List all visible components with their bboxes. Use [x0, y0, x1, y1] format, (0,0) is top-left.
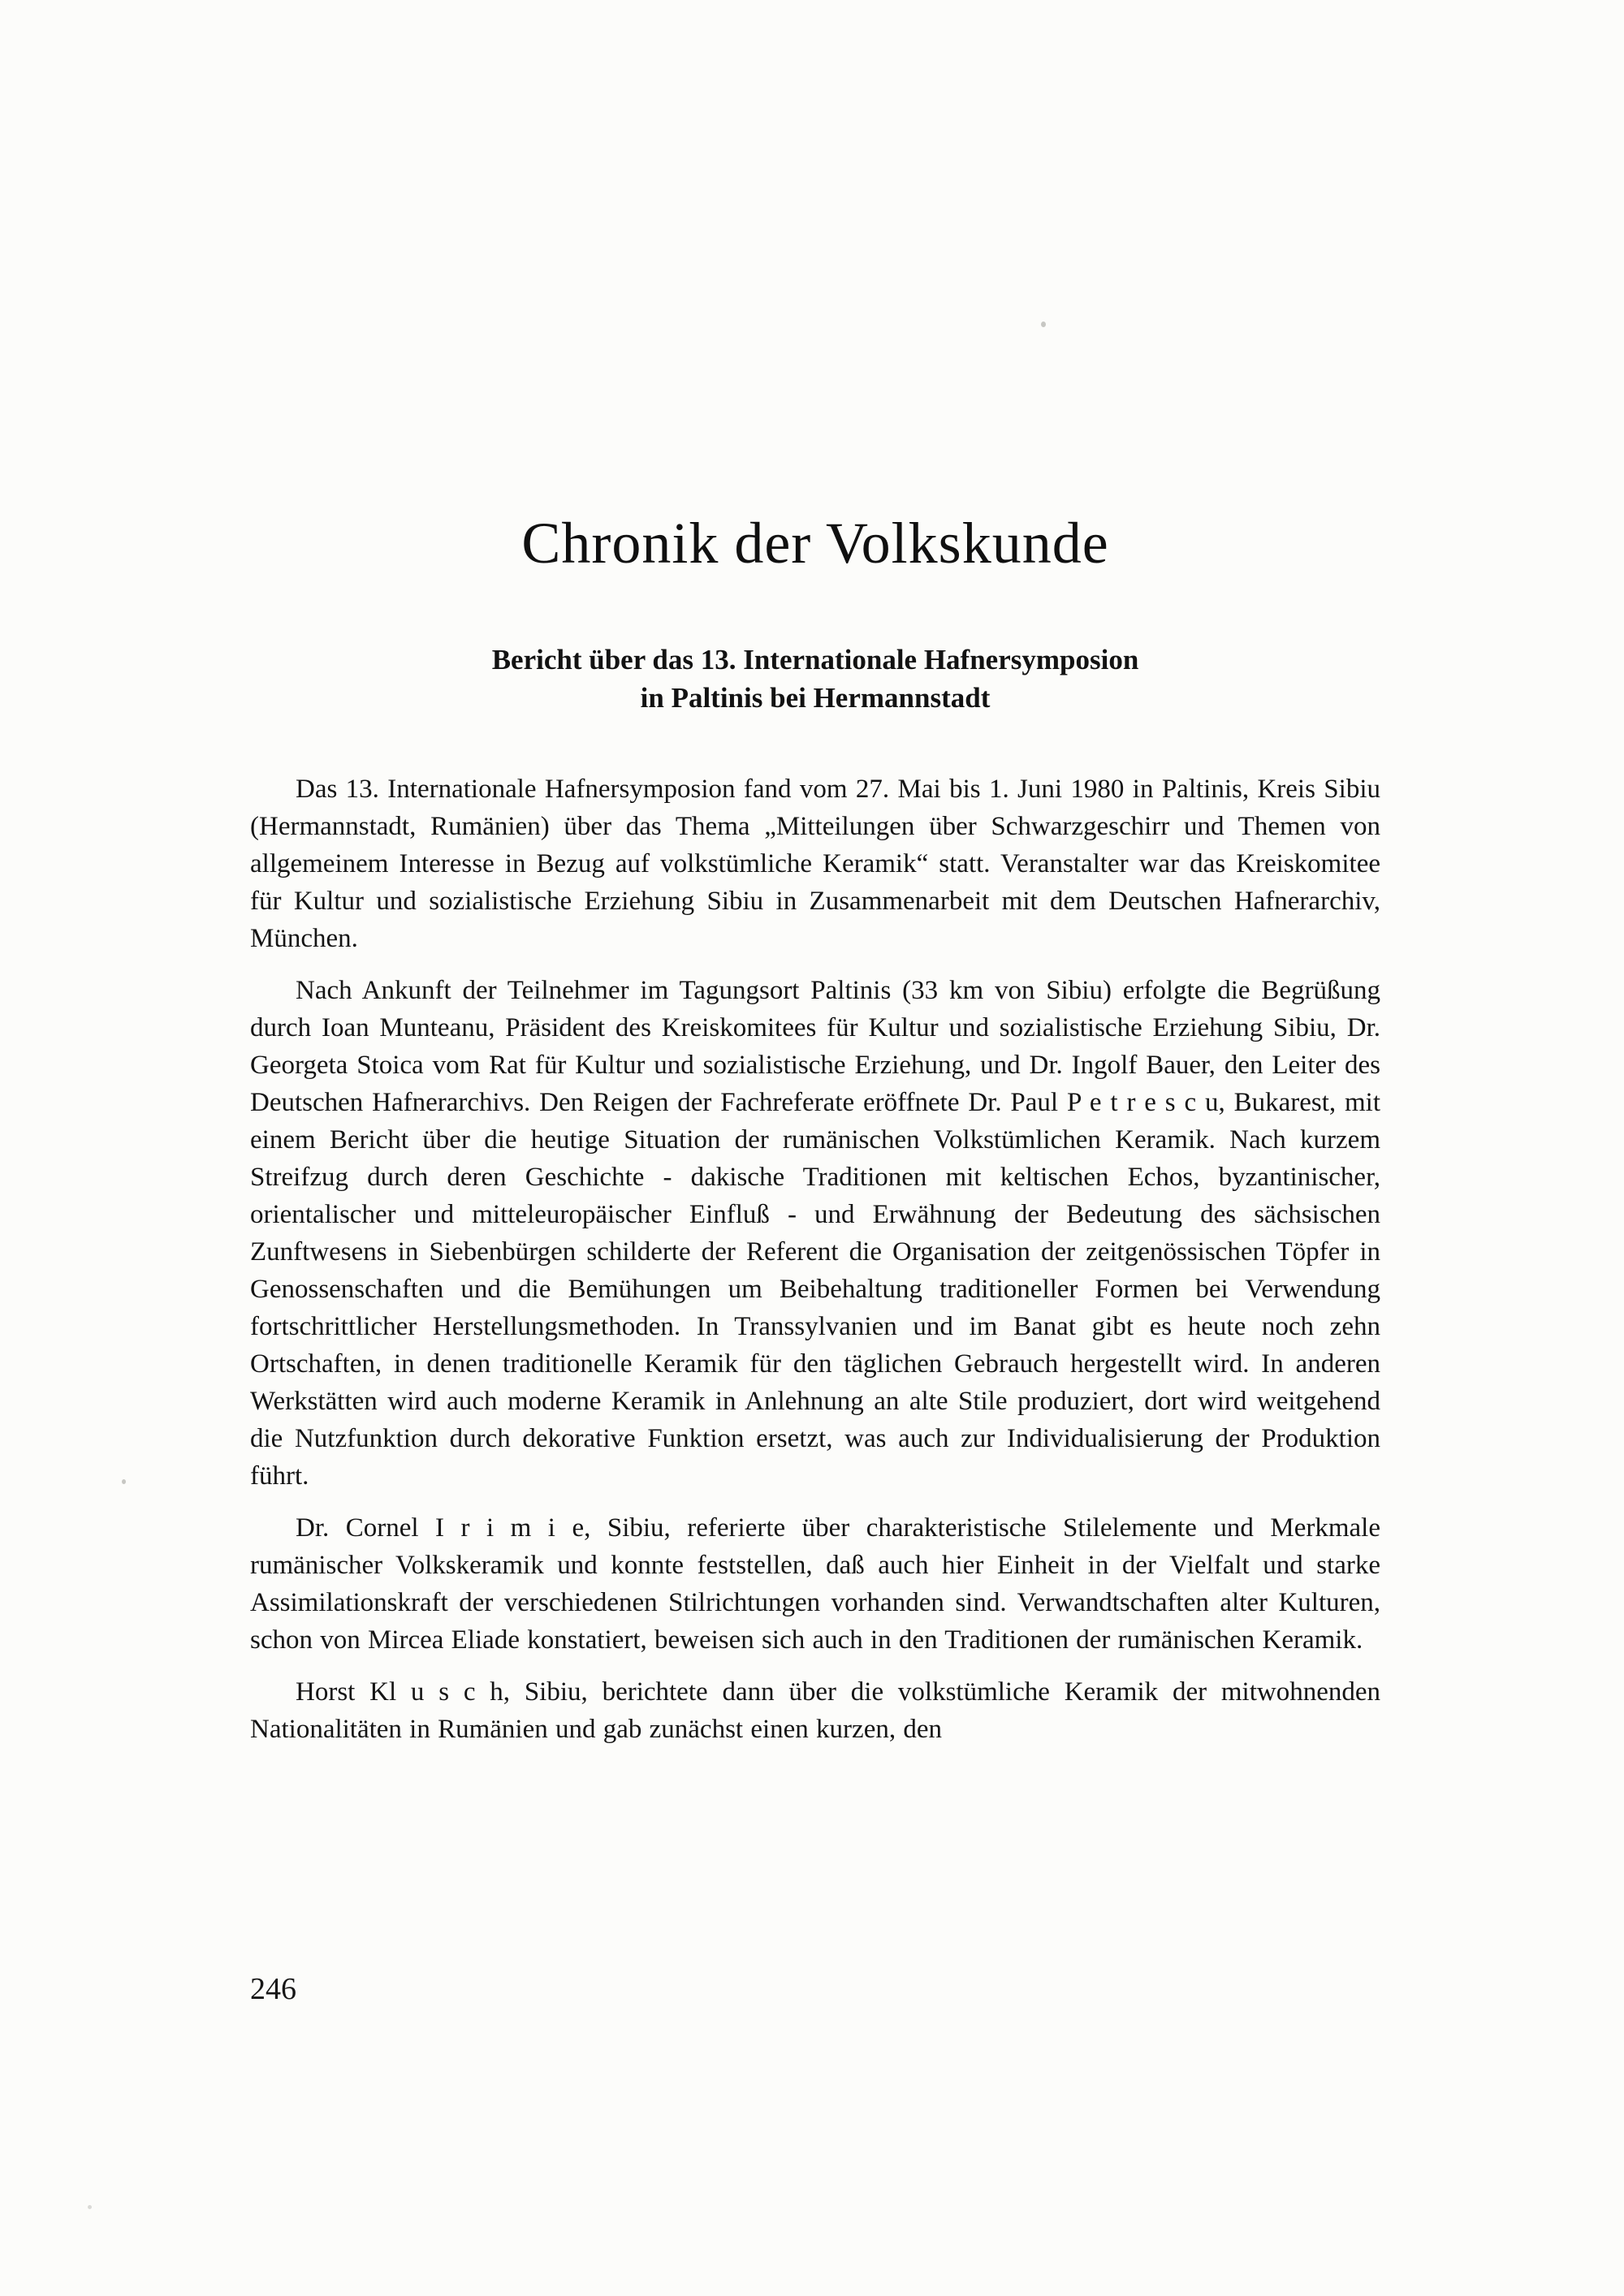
chapter-title: Chronik der Volkskunde — [521, 511, 1109, 576]
scan-artifact-speck — [88, 2205, 92, 2209]
body-paragraph-2: Nach Ankunft der Teilnehmer im Tagungsort Paltinis (33 km von Sibiu) erfolgte die Begrüßung durch Ioan Munteanu, Präsident des Kreiskomitees für Kultur und sozialistische Erziehung Sibiu, Dr. Georgeta Stoica vom Rat für Kultur und sozialistische Erziehung, und Dr. Ingolf Bauer, den Leiter des Deutschen Hafnerarchivs. Den Reigen der Fachreferate eröffnete Dr. Paul P e t r e s c u, Bukarest, mit einem Bericht über die heutige Situation der rumänischen Volkstümlichen Keramik. Nach kurzem Streifzug durch deren Geschichte - dakische Traditionen mit keltischen Echos, byzantinischer, orientalischer und mitteleuropäischer Einfluß - und Erwähnung der Bedeutung des sächsischen Zunftwesens in Siebenbürgen schilderte der Referent die Organisation der zeitgenössischen Töpfer in Genossenschaften und die Bemühungen um Beibehaltung traditioneller Formen bei Verwendung fortschrittlicher Herstellungsmethoden. In Transsylvanien und im Banat gibt es heute noch zehn Ortschaften, in denen traditionelle Keramik für den täglichen Gebrauch hergestellt wird. In anderen Werkstätten wird auch moderne Keramik in Anlehnung an alte Stile produziert, dort wird weitgehend die Nutzfunktion durch dekorative Funktion ersetzt, was auch zur Individualisierung der Produktion führt. — [250, 976, 1380, 1491]
report-heading — [250, 641, 1380, 717]
body-paragraph-3: Dr. Cornel I r i m i e, Sibiu, referierte über charakteristische Stilelemente und Merkmale rumänischer Volkskeramik und konnte feststellen, daß auch hier Einheit in der Vielfalt und starke Assimilationskraft der verschiedenen Stilrichtungen vorhanden sind. Verwandtschaften alter Kulturen, schon von Mircea Eliade konstatiert, beweisen sich auch in den Traditionen der rumänischen Keramik. — [250, 1513, 1380, 1655]
text-column — [250, 510, 1380, 1763]
report-body — [250, 770, 1380, 1748]
page-number: 246 — [250, 1972, 296, 2006]
scan-artifact-speck — [1041, 322, 1046, 327]
report-heading-line-1: Bericht über das 13. Internationale Hafnersymposion — [491, 644, 1139, 675]
report-heading-line-2: in Paltinis bei Hermannstadt — [640, 682, 991, 714]
body-paragraph-1: Das 13. Internationale Hafnersymposion fand vom 27. Mai bis 1. Juni 1980 in Paltinis, Kreis Sibiu (Hermannstadt, Rumänien) über das Thema „Mitteilungen über Schwarzgeschirr und Themen von allgemeinem Interesse in Bezug auf volkstümliche Keramik“ statt. Veranstalter war das Kreiskomitee für Kultur und sozialistische Erziehung Sibiu in Zusammenarbeit mit dem Deutschen Hafnerarchiv, München. — [250, 775, 1380, 953]
scan-artifact-speck — [122, 1479, 126, 1484]
body-paragraph-4: Horst Kl u s c h, Sibiu, berichtete dann über die volkstümliche Keramik der mitwohnenden Nationalitäten in Rumänien und gab zunächst einen kurzen, den — [250, 1677, 1380, 1744]
